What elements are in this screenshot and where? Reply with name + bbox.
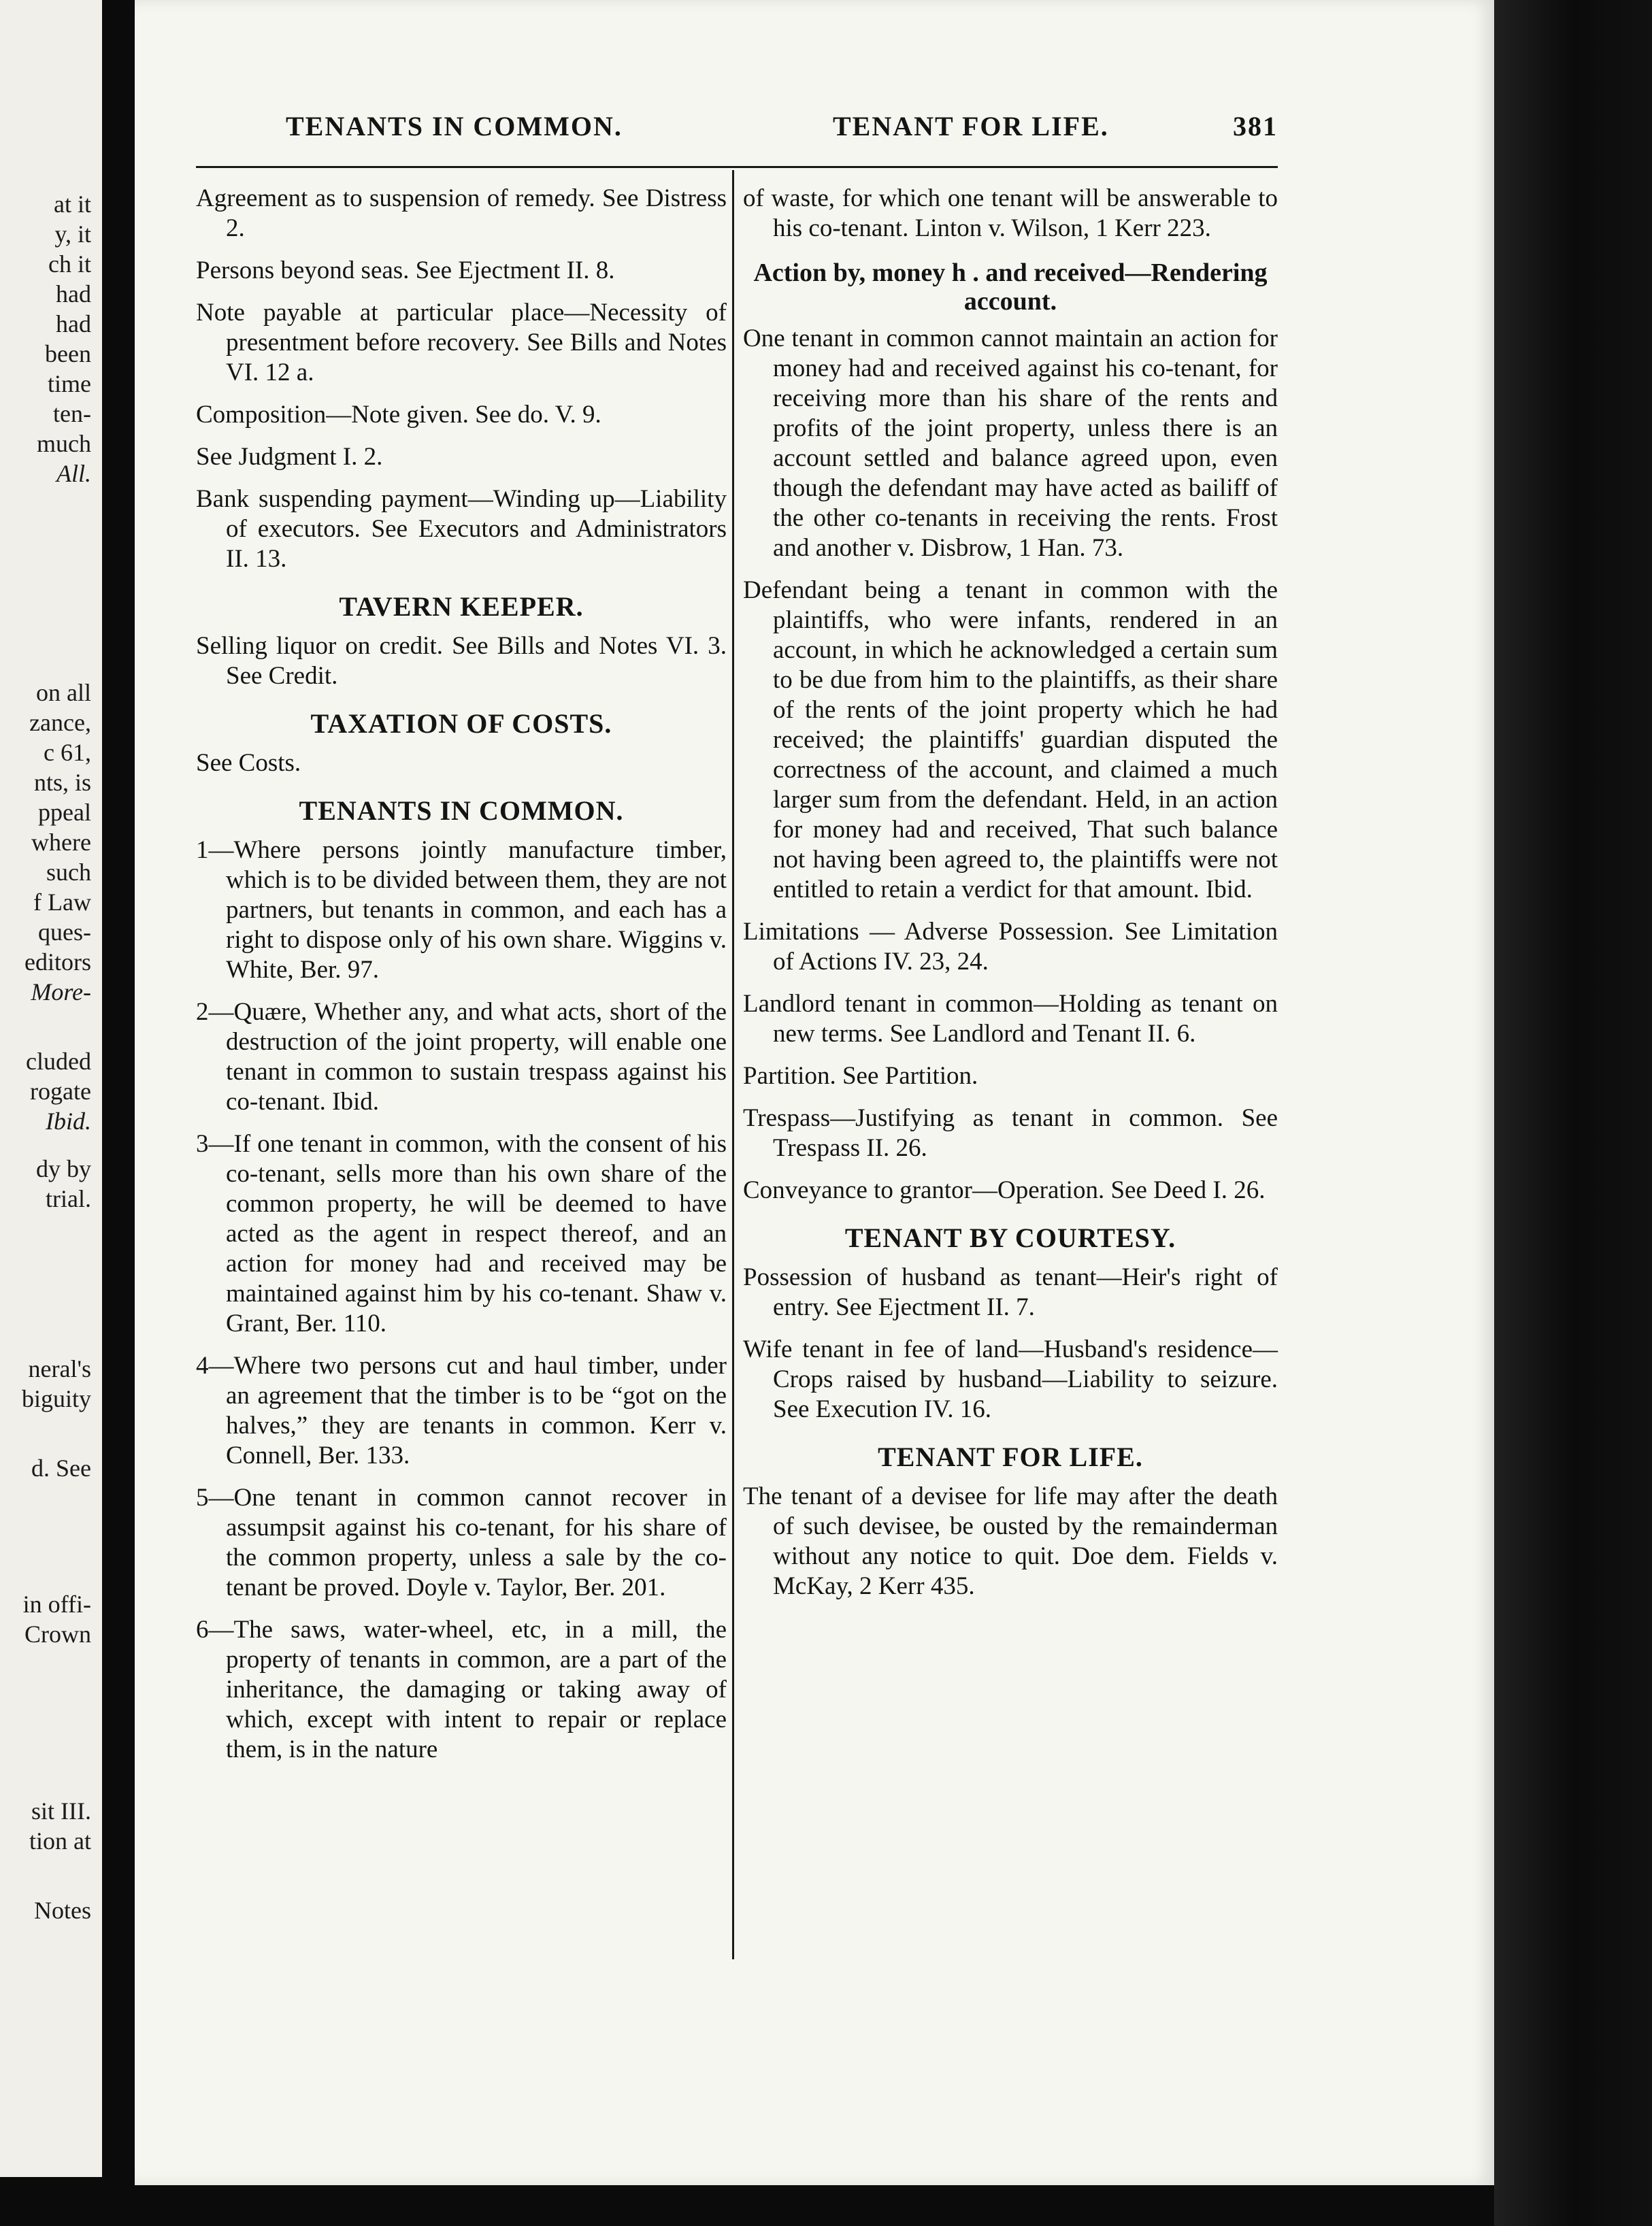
index-entry: 2—Quære, Whether any, and what acts, short of the destruction of the joint property, will enable one tenant in common to sustain trespass against his co-tenant. Ibid.	[196, 998, 727, 1116]
index-entry: Landlord tenant in common—Holding as tenant on new terms. See Landlord and Tenant II. 6.	[743, 990, 1278, 1048]
index-entry: Possession of husband as tenant—Heir's right of entry. See Ejectment II. 7.	[743, 1263, 1278, 1321]
left-fragment-line: Ibid.	[46, 1108, 91, 1135]
index-entry: See Costs.	[196, 749, 301, 777]
index-entry: Defendant being a tenant in common with the plaintiffs, who were infants, rendered in an account, in which he acknowledged a certain sum to be due from him to the plaintiffs, as their share of the rents of the joint property which he had received; the plaintiffs' guardian disputed the correctness of the account, and claimed a much larger sum from the defendant. Held, in an action for money had and received, That such balance not having been agreed to, the plaintiffs were not entitled to retain a verdict for that amount. Ibid.	[743, 576, 1278, 903]
left-fragment-line: f Law	[33, 888, 91, 916]
left-fragment-line: trial.	[46, 1185, 91, 1212]
index-entry: 3—If one tenant in common, with the consent of his co-tenant, sells more than his own share of the common property, he will be deemed to have acted as the agent in respect thereof, and an action for money had and received may be maintained against him by his co-tenant. Shaw v. Grant, Ber. 110.	[196, 1130, 727, 1338]
left-fragment-line: zance,	[29, 709, 91, 736]
left-fragment-line: ques-	[38, 918, 91, 946]
left-fragment-line: in offi-	[22, 1591, 91, 1618]
index-entry: 6—The saws, water-wheel, etc, in a mill, the property of tenants in common, are a part of the inheritance, the damaging or taking away of which, except with intent to repair or replace them, is in the nature	[196, 1616, 727, 1763]
section-heading: TENANT FOR LIFE.	[878, 1442, 1143, 1472]
left-fragment-line: ppeal	[38, 799, 91, 826]
left-fragment-line: on all	[36, 679, 91, 706]
index-entry: Partition. See Partition.	[743, 1062, 978, 1090]
left-fragment-line: Notes	[34, 1897, 91, 1924]
column-divider	[732, 170, 734, 1959]
section-heading: TAVERN KEEPER.	[339, 591, 584, 622]
section-heading: TAXATION OF COSTS.	[310, 708, 612, 739]
left-fragment-line: such	[46, 859, 91, 886]
section-heading: TENANTS IN COMMON.	[299, 795, 624, 826]
left-fragment-line: nts, is	[33, 769, 91, 796]
index-entry: Agreement as to suspension of remedy. See Distress 2.	[196, 184, 727, 242]
left-fragment-line: ten-	[53, 400, 91, 427]
index-entry: of waste, for which one tenant will be answerable to his co-tenant. Linton v. Wilson, 1 Kerr 223.	[743, 184, 1278, 242]
index-entry: Conveyance to grantor—Operation. See Deed I. 26.	[743, 1176, 1266, 1204]
index-entry: Composition—Note given. See do. V. 9.	[196, 401, 601, 429]
left-fragment-line: biguity	[21, 1385, 91, 1412]
page-number: 381	[1233, 111, 1278, 142]
index-entry: Bank suspending payment—Winding up—Liability of executors. See Executors and Administrators II. 13.	[196, 485, 727, 573]
left-page-fragment	[0, 0, 102, 2177]
index-entry: See Judgment I. 2.	[196, 443, 383, 471]
running-head-center: TENANT FOR LIFE.	[833, 111, 1109, 142]
left-fragment-line: had	[56, 310, 91, 337]
left-fragment-line: been	[45, 340, 91, 367]
left-fragment-line: More-	[31, 978, 91, 1006]
left-fragment-line: rogate	[30, 1078, 91, 1105]
index-entry: 1—Where persons jointly manufacture timber, which is to be divided between them, they are not partners, but tenants in common, and each has a right to dispose only of his own share. Wiggins v. White, Ber. 97.	[196, 836, 727, 984]
right-column	[743, 184, 1278, 1614]
header-rule	[196, 166, 1278, 168]
left-fragment-line: sit III.	[31, 1797, 91, 1825]
left-fragment-line: neral's	[28, 1355, 91, 1382]
index-entry: Limitations — Adverse Possession. See Limitation of Actions IV. 23, 24.	[743, 918, 1278, 976]
left-fragment-line: d. See	[31, 1455, 91, 1482]
index-entry: The tenant of a devisee for life may after the death of such devisee, be ousted by the remainderman without any notice to quit. Doe dem. Fields v. McKay, 2 Kerr 435.	[743, 1482, 1278, 1600]
left-fragment-line: y, it	[54, 220, 91, 248]
left-fragment-line: c 61,	[44, 739, 91, 766]
index-entry: Selling liquor on credit. See Bills and Notes VI. 3. See Credit.	[196, 632, 727, 690]
left-fragment-line: All.	[56, 460, 91, 487]
index-entry: One tenant in common cannot maintain an action for money had and received against his co-tenant, for receiving more than his share of the rents and profits of the joint property, unless there is an account settled and balance agreed upon, even though the defendant may have acted as bailiff of the other co-tenants in receiving the rents. Frost and another v. Disbrow, 1 Han. 73.	[743, 325, 1278, 562]
index-entry: 5—One tenant in common cannot recover in assumpsit against his co-tenant, for his share of the common property, unless a sale by the co-tenant be proved. Doyle v. Taylor, Ber. 201.	[196, 1484, 727, 1601]
left-fragment-line: where	[31, 829, 91, 856]
page-edge-shadow	[1494, 0, 1652, 2226]
left-column	[196, 184, 727, 1777]
left-fragment-line: editors	[24, 948, 91, 976]
index-entry: 4—Where two persons cut and haul timber, under an agreement that the timber is to be “got on the halves,” they are tenants in common. Kerr v. Connell, Ber. 133.	[196, 1352, 727, 1469]
left-fragment-line: at it	[54, 190, 91, 218]
index-entry: Persons beyond seas. See Ejectment II. 8.	[196, 256, 615, 284]
left-fragment-line: Crown	[24, 1621, 91, 1648]
index-entry: Note payable at particular place—Necessity of presentment before recovery. See Bills and Notes VI. 12 a.	[196, 299, 727, 386]
section-heading: TENANT BY COURTESY.	[844, 1223, 1176, 1253]
left-fragment-line: dy by	[36, 1155, 91, 1182]
left-fragment-line: cluded	[26, 1048, 91, 1075]
left-fragment-line: ch it	[48, 250, 91, 278]
left-fragment-line: had	[56, 280, 91, 308]
running-head-left: TENANTS IN COMMON.	[286, 111, 623, 142]
left-fragment-line: tion at	[29, 1827, 91, 1855]
section-subheading: Action by, money h . and received—Rendering account.	[753, 259, 1268, 316]
index-entry: Wife tenant in fee of land—Husband's residence—Crops raised by husband—Liability to seizure. See Execution IV. 16.	[743, 1335, 1278, 1423]
running-head	[286, 110, 1278, 144]
left-fragment-line: much	[37, 430, 91, 457]
index-entry: Trespass—Justifying as tenant in common. See Trespass II. 26.	[743, 1104, 1278, 1162]
left-fragment-line: time	[48, 370, 91, 397]
